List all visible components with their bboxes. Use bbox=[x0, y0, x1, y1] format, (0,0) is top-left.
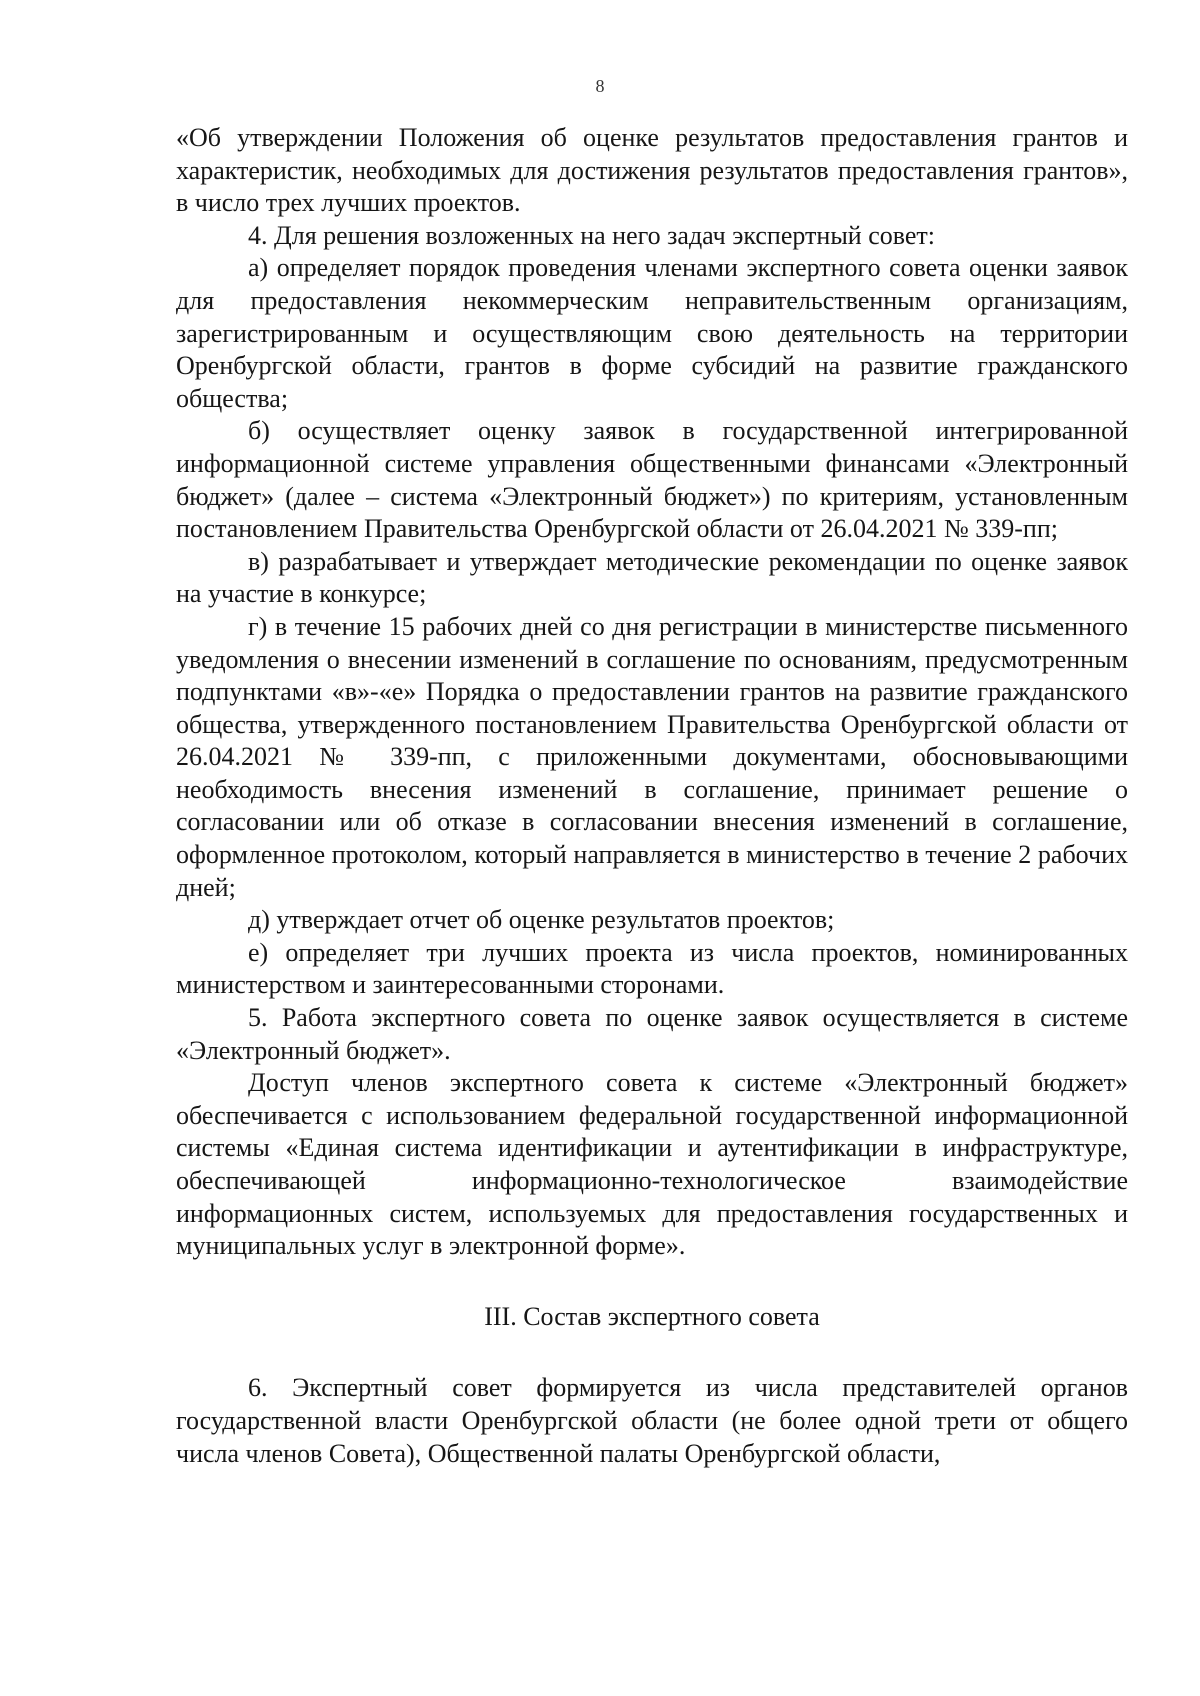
paragraph-subitem-e: е) определяет три лучших проекта из числа проектов, номинированных министерством и заинтересованными сторонами. bbox=[176, 937, 1128, 1000]
paragraph-subitem-v: в) разрабатывает и утверждает методические рекомендации по оценке заявок на участие в конкурсе; bbox=[176, 546, 1128, 609]
section-heading: III. Состав экспертного совета bbox=[484, 1301, 820, 1331]
paragraph-item-5: 5. Работа экспертного совета по оценке заявок осуществляется в системе «Электронный бюджет». bbox=[176, 1003, 1128, 1065]
paragraph-subitem-g: г) в течение 15 рабочих дней со дня регистрации в министерстве письменного уведомления о внесении изменений в соглашение по основаниям, предусмотренным подпунктами «в»-«е» Порядка о предоставлении грантов на развитие гражданского общества, утвержденного постановлением Правительства Оренбургской области от 26.04.2021 № 339-пп, с приложенными документами, обосновывающими необходимость внесения изменений в соглашение, принимает решение о согласовании или об отказе в согласовании внесения изменений в соглашение, оформленное протоколом, который направляется в министерство в течение 2 рабочих дней; bbox=[176, 611, 1128, 902]
paragraph-access: Доступ членов экспертного совета к системе «Электронный бюджет» обеспечивается с использованием федеральной государственной информационной системы «Единая система идентификации и аутентификации в инфраструктуре, обеспечивающей информационно-технологическое взаимодействие информационных систем, используемых для предоставления государственных и муниципальных услуг в электронной форме». bbox=[176, 1068, 1128, 1261]
paragraph-item-6: 6. Экспертный совет формируется из числа представителей органов государственной власти Оренбургской области (не более одной трети от общего числа членов Совета), Общественной палаты Оренбургской области, bbox=[176, 1373, 1128, 1468]
paragraph-subitem-a: а) определяет порядок проведения членами экспертного совета оценки заявок для предоставления некоммерческим неправительственным организациям, зарегистрированным и осуществляющим свою деятельность на территории Оренбургской области, грантов в форме субсидий на развитие гражданского общества; bbox=[176, 253, 1128, 413]
paragraph-continuation: «Об утверждении Положения об оценке результатов предоставления грантов и характеристик, необходимых для достижения результатов предоставления грантов», в число трех лучших проектов. bbox=[176, 123, 1128, 218]
paragraph-subitem-d: д) утверждает отчет об оценке результатов проектов; bbox=[248, 905, 835, 935]
document-body bbox=[176, 122, 1128, 1470]
page-number: 8 bbox=[595, 76, 605, 96]
paragraph-item-4: 4. Для решения возложенных на него задач экспертный совет: bbox=[248, 220, 935, 250]
paragraph-subitem-b: б) осуществляет оценку заявок в государственной интегрированной информационной системе управления общественными финансами «Электронный бюджет» (далее – система «Электронный бюджет») по критериям, установленным постановлением Правительства Оренбургской области от 26.04.2021 № 339-пп; bbox=[176, 416, 1128, 544]
